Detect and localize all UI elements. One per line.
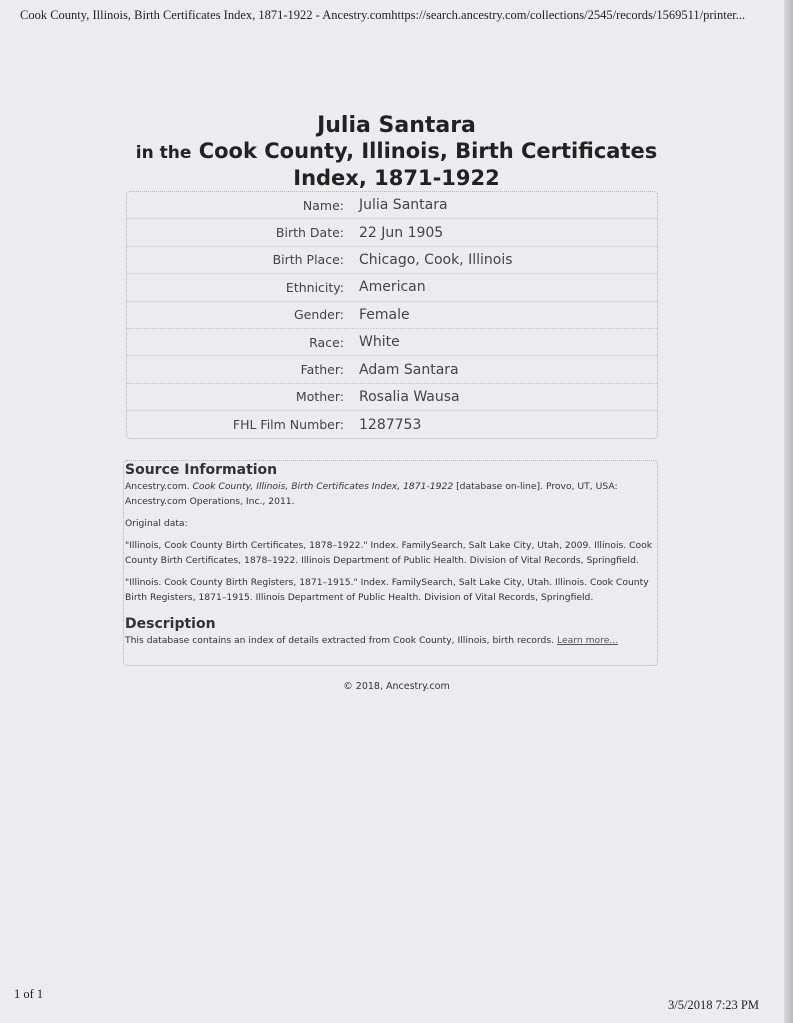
record-row (127, 384, 657, 411)
print-header: Cook County, Illinois, Birth Certificates Index, 1871-1922 - Ancestry.comhttps://search.ancestry.com/collections/2545/records/1569511/printer... (20, 8, 746, 22)
field-value: 1287753 (359, 416, 422, 433)
page-count: 1 of 1 (14, 987, 44, 1001)
record-row (127, 219, 657, 246)
field-value: American (359, 279, 426, 296)
field-value: Female (359, 306, 410, 323)
record-row (127, 356, 657, 383)
field-label: Father: (300, 362, 344, 378)
field-label: Birth Place: (272, 252, 344, 268)
learn-more-link[interactable]: Learn more... (557, 635, 619, 646)
citation-suffix: [database on-line]. Provo, UT, USA: Ancestry.com Operations, Inc., 2011. (125, 481, 618, 507)
source-citation (125, 479, 655, 509)
original-data-1: "Illinois, Cook County Birth Certificates, 1878–1922." Index. FamilySearch, Salt Lake City, Utah, 2009. Illinois. Cook County Birth Certificates, 1878–1922. Illinois Department of Public Health. Division of Vital Records, Springfield. (125, 540, 653, 566)
description-text (125, 633, 655, 648)
page-title (0, 113, 793, 191)
field-label: Mother: (295, 389, 344, 405)
original-data-2: "Illinois. Cook County Birth Registers, 1871–1915." Index. FamilySearch, Salt Lake City, Utah. Illinois. Cook County Birth Registers, 1871–1915. Illinois Department of Public Health. Division of Vital Records, Springfield. (125, 577, 649, 603)
record-row (127, 274, 657, 301)
collection-title-line2: Index, 1871-1922 (293, 166, 500, 190)
record-row (127, 192, 657, 219)
original-data-label: Original data: (125, 518, 188, 529)
field-value: Julia Santara (359, 197, 448, 214)
field-value: 22 Jun 1905 (359, 224, 444, 241)
field-label: Race: (309, 334, 344, 350)
record-name-title: Julia Santara (317, 113, 476, 138)
record-row (127, 247, 657, 274)
record-row (127, 302, 657, 329)
description-body: This database contains an index of details extracted from Cook County, Illinois, birth records. (125, 635, 557, 646)
field-label: Gender: (293, 307, 344, 323)
source-information (123, 460, 658, 666)
copyright: © 2018, Ancestry.com (343, 681, 450, 692)
source-heading: Source Information (125, 462, 278, 478)
description-heading: Description (125, 616, 216, 632)
field-value: Rosalia Wausa (359, 388, 460, 405)
field-value: Chicago, Cook, Illinois (359, 251, 513, 268)
record-row (127, 329, 657, 356)
field-value: Adam Santara (359, 361, 459, 378)
field-label: FHL Film Number: (232, 417, 344, 433)
citation-prefix: Ancestry.com. (125, 481, 193, 492)
field-label: Ethnicity: (285, 279, 344, 295)
print-timestamp: 3/5/2018 7:23 PM (668, 998, 759, 1012)
record-row (127, 411, 657, 438)
in-the-text: in the (135, 143, 192, 163)
field-label: Birth Date: (275, 225, 344, 241)
field-value: White (359, 334, 400, 351)
collection-title (0, 139, 793, 166)
citation-title: Cook County, Illinois, Birth Certificates Index, 1871-1922 (192, 481, 454, 492)
record-details (126, 191, 658, 439)
collection-title-line1: Cook County, Illinois, Birth Certificates (198, 139, 658, 163)
field-label: Name: (302, 197, 344, 213)
